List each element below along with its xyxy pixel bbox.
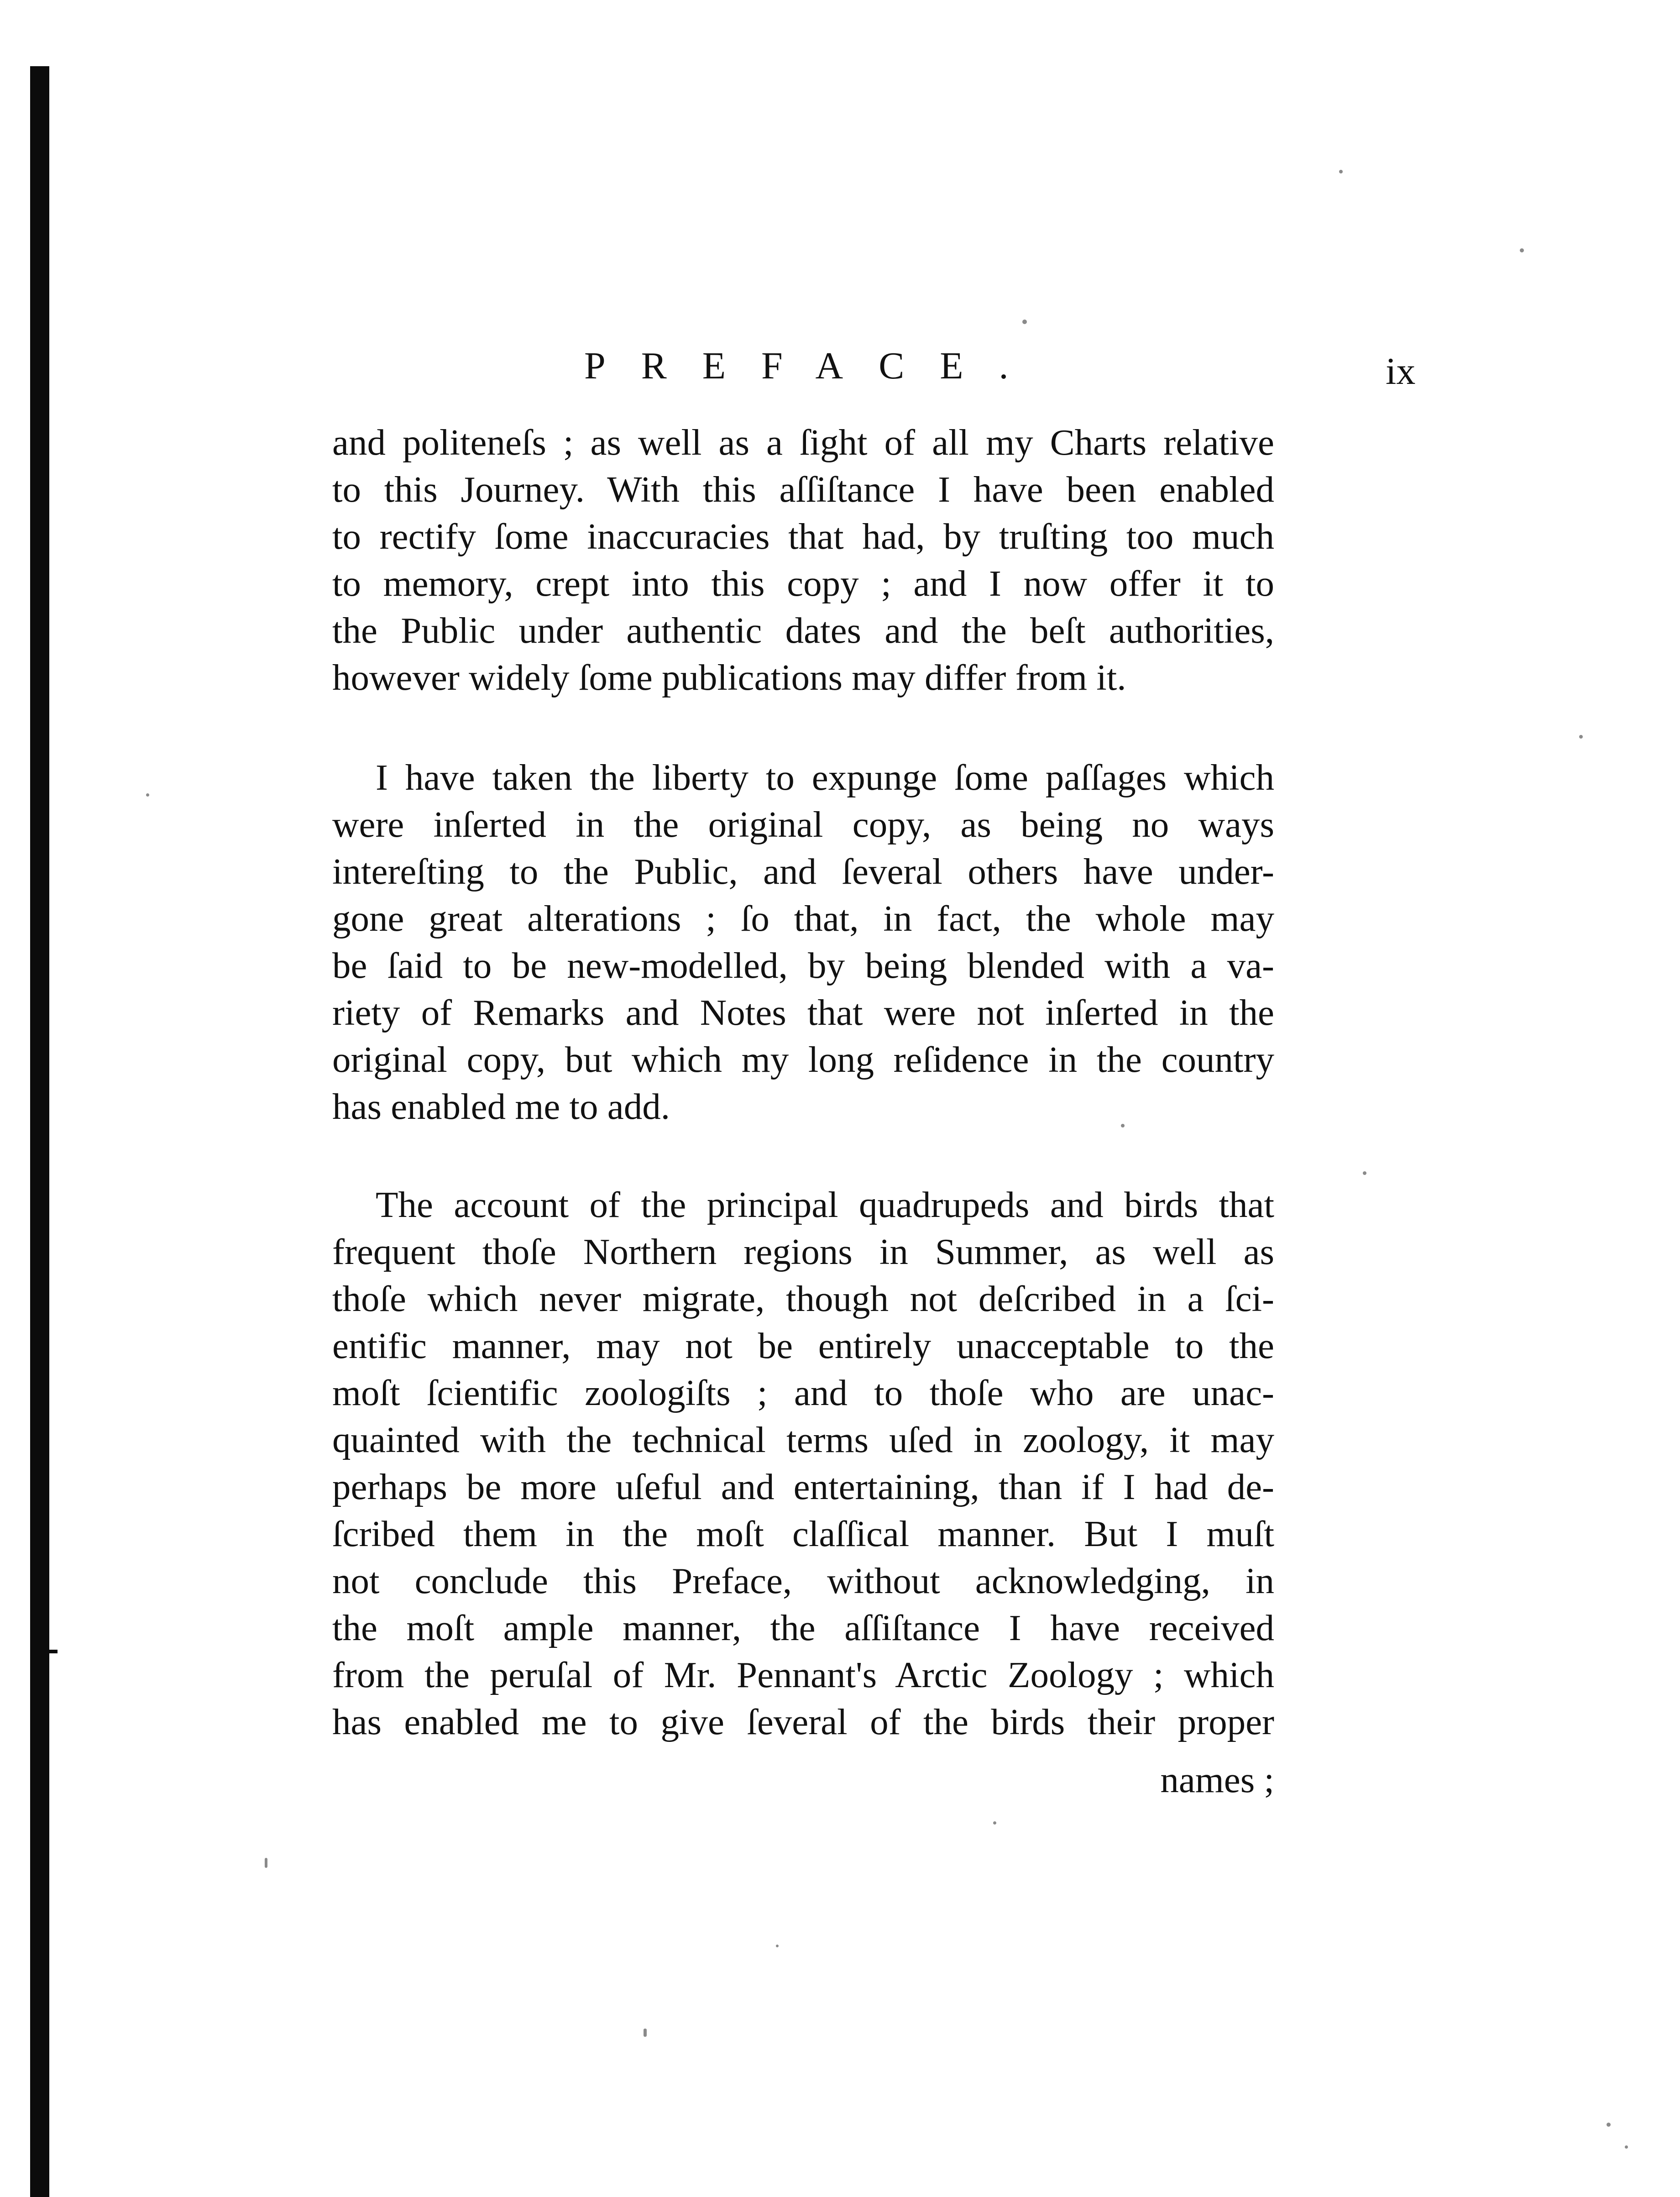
text-line: the moſt ample manner, the aſſiſtance I have received <box>332 1607 1274 1648</box>
binding-edge <box>30 66 49 2197</box>
scan-speck <box>993 1821 996 1825</box>
paragraph-2 <box>332 754 1274 1130</box>
text-line: however widely ſome publications may differ from it. <box>332 657 1126 698</box>
text-line: be ſaid to be new-modelled, by being blended with a va- <box>332 945 1274 986</box>
text-line: has enabled me to give ſeveral of the birds their proper <box>332 1701 1274 1742</box>
text-line: to memory, crept into this copy ; and I now offer it to <box>332 563 1274 604</box>
text-line: entific manner, may not be entirely unacceptable to the <box>332 1325 1274 1366</box>
scan-speck <box>265 1858 267 1868</box>
scan-speck <box>1579 735 1583 739</box>
text-line: has enabled me to add. <box>332 1086 670 1127</box>
text-line: and politeneſs ; as well as a ſight of all my Charts relative <box>332 422 1274 463</box>
paragraph-1 <box>332 419 1274 701</box>
scan-speck <box>1022 320 1027 324</box>
scan-speck <box>1625 2145 1628 2149</box>
text-line: to this Journey. With this aſſiſtance I have been enabled <box>332 469 1274 510</box>
text-line: to rectify ſome inaccuracies that had, by truſting too much <box>332 516 1274 557</box>
text-line: The account of the principal quadrupeds and birds that <box>376 1184 1274 1225</box>
text-line: gone great alterations ; ſo that, in fact, the whole may <box>332 898 1274 939</box>
text-line: I have taken the liberty to expunge ſome paſſages which <box>376 757 1274 798</box>
binding-mark <box>30 1650 58 1653</box>
text-line: frequent thoſe Northern regions in Summer, as well as <box>332 1231 1274 1272</box>
scan-speck <box>146 793 149 797</box>
text-line: from the peruſal of Mr. Pennant's Arctic Zoology ; which <box>332 1654 1274 1695</box>
text-line: thoſe which never migrate, though not deſcribed in a ſci- <box>332 1278 1274 1319</box>
text-line: the Public under authentic dates and the beſt authorities, <box>332 610 1274 651</box>
text-line: moſt ſcientific zoologiſts ; and to thoſe who are unac- <box>332 1372 1274 1413</box>
scan-speck <box>644 2029 647 2037</box>
text-line: not conclude this Preface, without acknowledging, in <box>332 1560 1274 1601</box>
text-line: were inſerted in the original copy, as being no ways <box>332 804 1274 845</box>
text-line: perhaps be more uſeful and entertaining, than if I had de- <box>332 1466 1274 1507</box>
scan-speck <box>1607 2123 1611 2127</box>
text-line: intereſting to the Public, and ſeveral others have under- <box>332 851 1274 892</box>
scan-speck <box>1363 1171 1366 1175</box>
page-number: ix <box>1386 350 1416 393</box>
scan-speck <box>1339 170 1343 173</box>
text-line: ſcribed them in the moſt claſſical manner. But I muſt <box>332 1513 1274 1554</box>
scan-speck <box>1520 248 1524 252</box>
text-line: riety of Remarks and Notes that were not inſerted in the <box>332 992 1274 1033</box>
scan-speck <box>776 1945 779 1947</box>
text-line: original copy, but which my long reſidence in the country <box>332 1039 1274 1080</box>
running-head: PREFACE. <box>584 345 1044 387</box>
text-line: quainted with the technical terms uſed in zoology, it may <box>332 1419 1274 1460</box>
paragraph-3 <box>332 1181 1274 1746</box>
catchword: names ; <box>1160 1759 1274 1800</box>
